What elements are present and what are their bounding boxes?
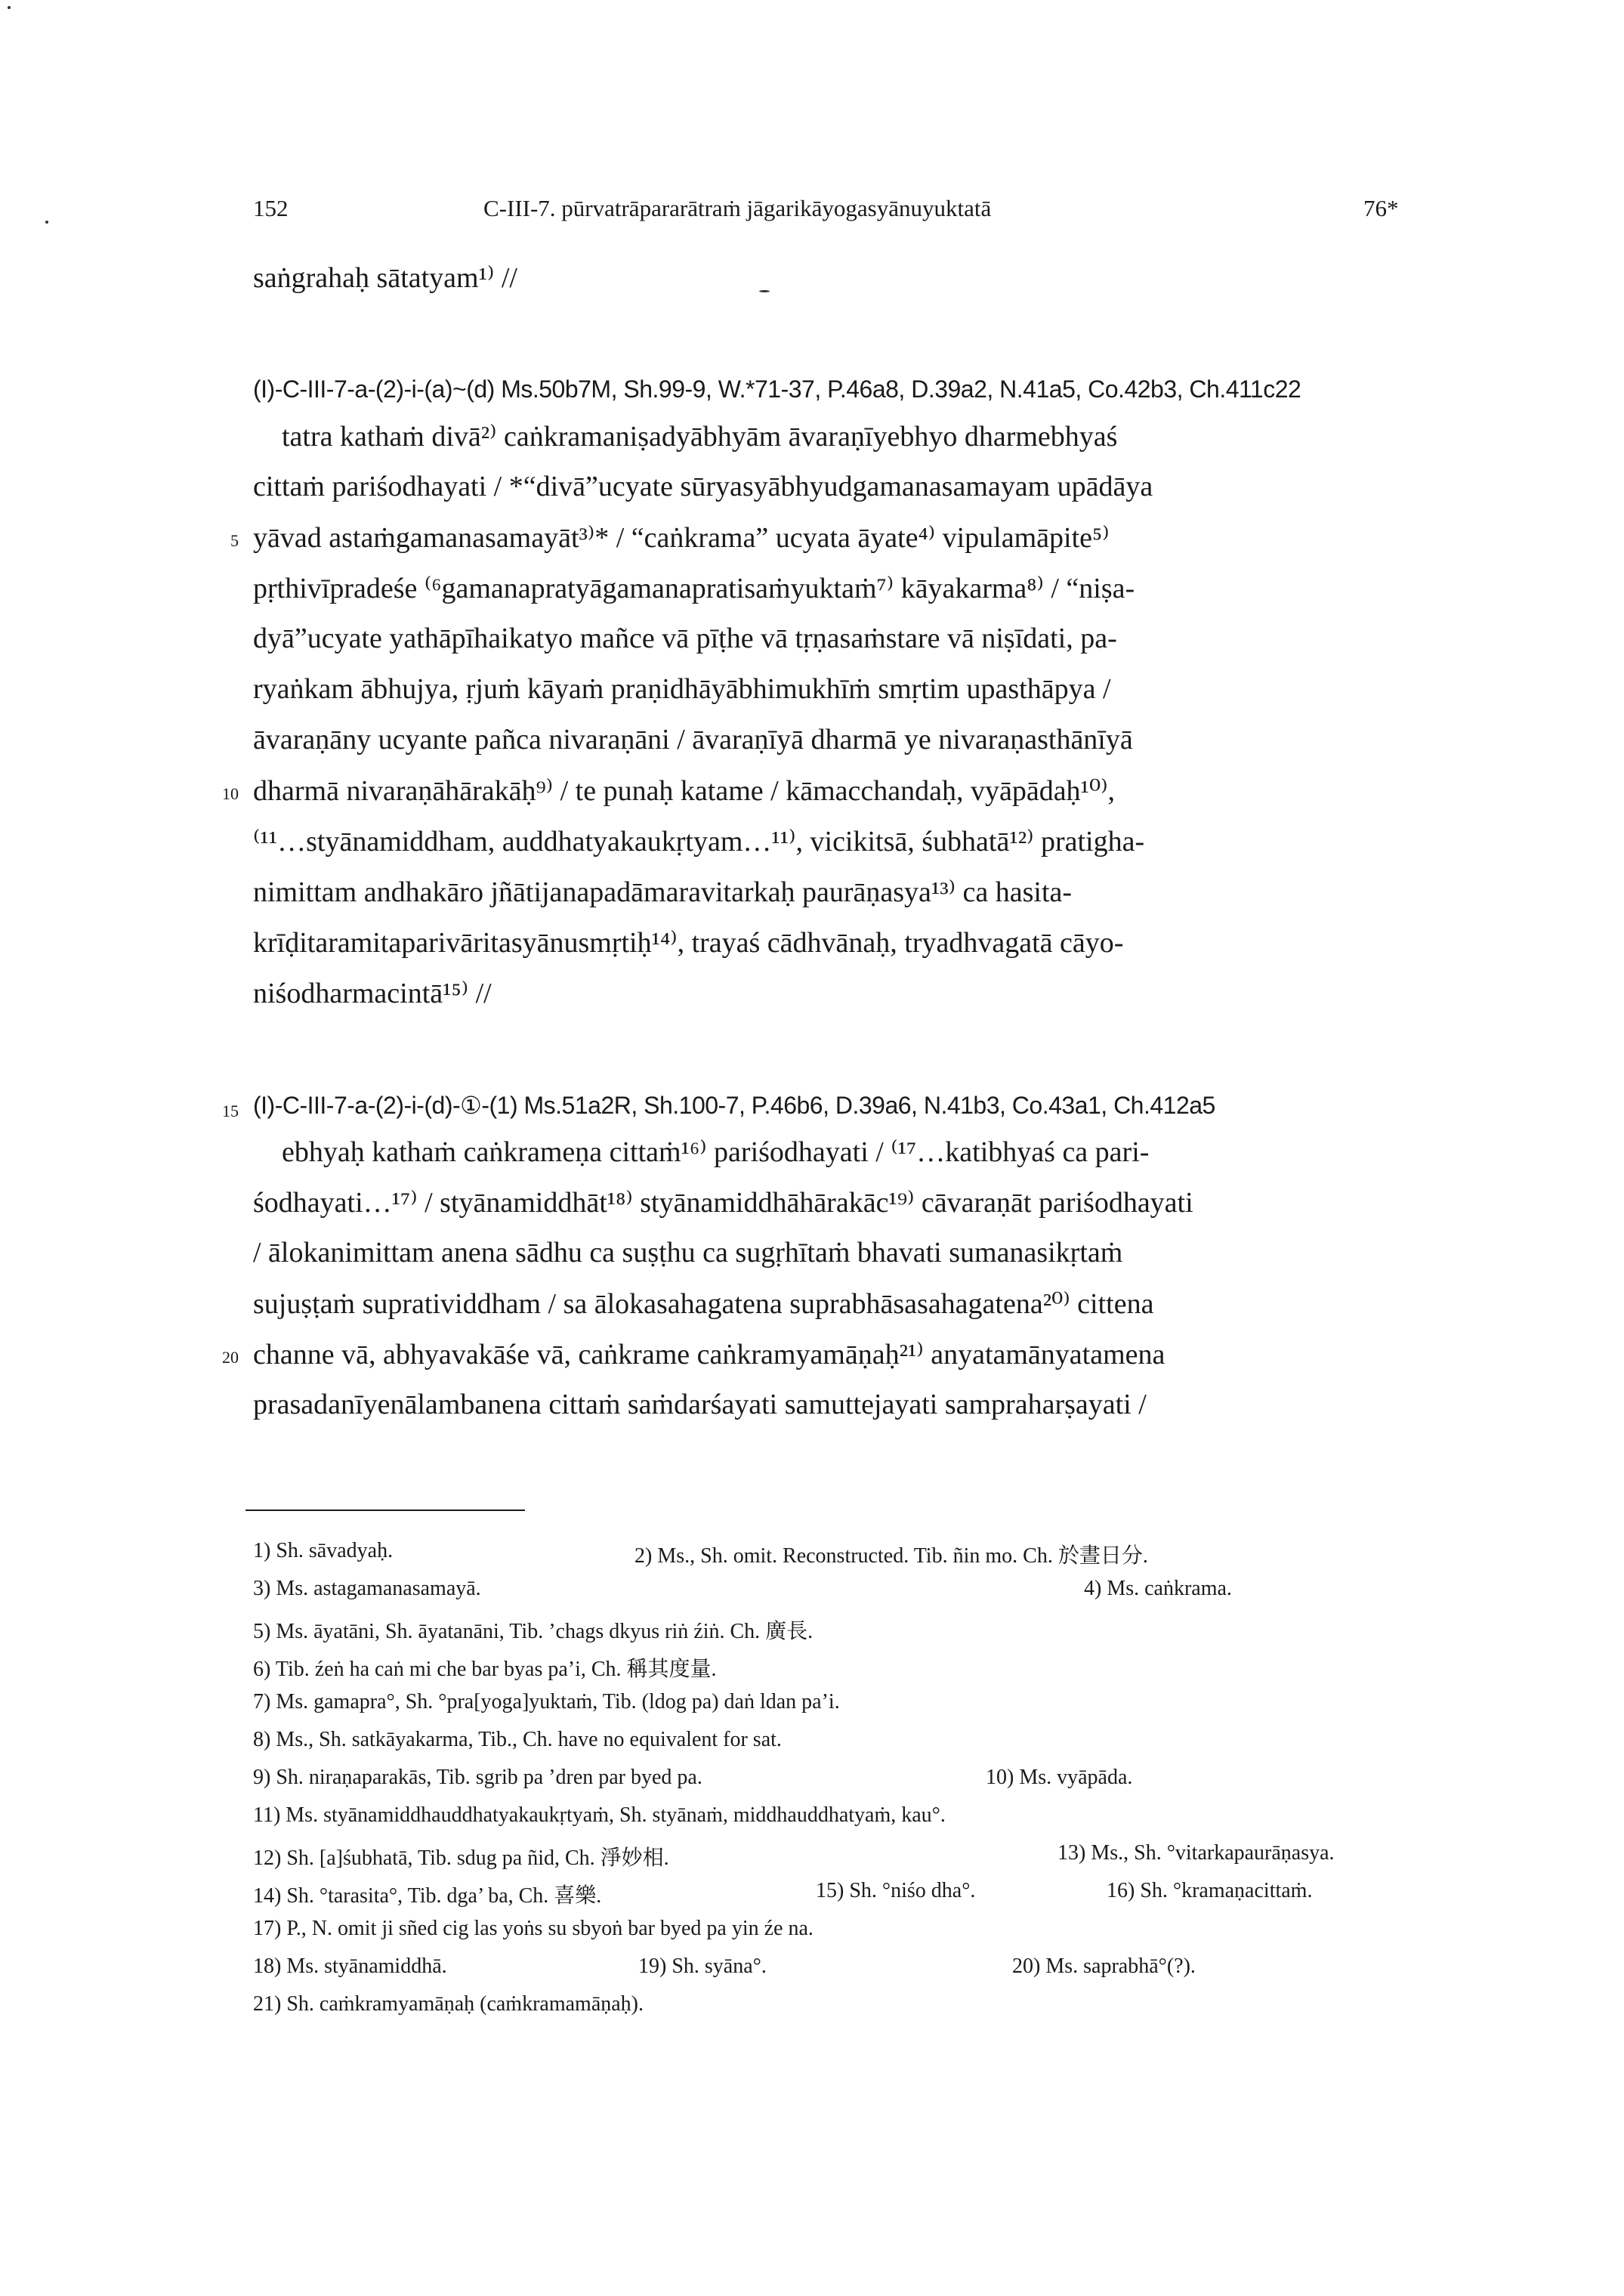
text-line: ryaṅkam ābhujya, ṛjuṁ kāyaṁ praṇidhāyābhimukhīṁ smṛtim upasthāpya /: [253, 673, 1111, 705]
footnote: 10) Ms. vyāpāda.: [986, 1766, 1133, 1789]
text-line: cittaṁ pariśodhayati / *“divā”ucyate sūryasyābhyudgamanasamayam upādāya: [253, 471, 1153, 502]
footnote: 14) Sh. °tarasita°, Tib. dga’ ba, Ch. 喜樂.: [253, 1884, 602, 1908]
footnote: 18) Ms. styānamiddhā.: [253, 1955, 447, 1978]
scan-mark: [759, 290, 770, 292]
footnote: 1) Sh. sāvadyaḥ.: [253, 1539, 394, 1562]
text-line: dyā”ucyate yathāpīhaikatyo mañce vā pīṭhe vā tṛṇasaṁstare vā niṣīdati, pa-: [253, 623, 1117, 654]
section-marker: 76*: [1363, 195, 1399, 221]
footnote: 4) Ms. caṅkrama.: [1084, 1577, 1232, 1600]
footnote: 11) Ms. styānamiddhauddhatyakaukṛtyaṁ, Sh. styānaṁ, middhauddhatyaṁ, kau°.: [253, 1803, 946, 1827]
footnote: 16) Sh. °kramaṇacittaṁ.: [1107, 1879, 1313, 1902]
footnote: 13) Ms., Sh. °vitarkapaurāṇasya.: [1057, 1841, 1335, 1865]
line-number: 20: [222, 1348, 239, 1367]
text-line: channe vā, abhyavakāśe vā, caṅkrame caṅkramyamāṇaḥ²¹⁾ anyatamānyatamena: [253, 1339, 1166, 1370]
reference-line-2: (I)-C-III-7-a-(2)-i-(d)-①-(1) Ms.51a2R, Sh.100-7, P.46b6, D.39a6, N.41b3, Co.43a1, Ch.412a5: [253, 1092, 1215, 1119]
text-line: niśodharmacintā¹⁵⁾ //: [253, 978, 492, 1009]
footnote: 12) Sh. [a]śubhatā, Tib. sdug pa ñid, Ch. 淨妙相.: [253, 1846, 669, 1870]
footnote: 19) Sh. syāna°.: [638, 1955, 767, 1978]
text-line: / ālokanimittam anena sādhu ca suṣṭhu ca sugṛhītaṁ bhavati sumanasikṛtaṁ: [253, 1237, 1123, 1269]
footnote: 15) Sh. °niśo dha°.: [816, 1879, 976, 1902]
footnote: 7) Ms. gamapra°, Sh. °pra[yoga]yuktaṁ, Tib. (ldog pa) daṅ ldan pa’i.: [253, 1690, 840, 1714]
footnote: 2) Ms., Sh. omit. Reconstructed. Tib. ñin mo. Ch. 於晝日分.: [634, 1544, 1148, 1568]
running-title: C-III-7. pūrvatrāpararātraṁ jāgarikāyogasyānuyuktatā: [483, 195, 992, 221]
footnote: 5) Ms. āyatāni, Sh. āyatanāni, Tib. ’chags dkyus riṅ źiṅ. Ch. 廣長.: [253, 1620, 814, 1643]
footnote-rule: [245, 1510, 525, 1511]
line-number: 5: [230, 531, 239, 550]
footnote: 20) Ms. saprabhā°(?).: [1012, 1955, 1196, 1978]
text-line: yāvad astaṁgamanasamayāt³⁾* / “caṅkrama” ucyata āyate⁴⁾ vipulamāpite⁵⁾: [253, 522, 1110, 554]
text-line: ⁽¹¹…styānamiddham, auddhatyakaukṛtyam…¹¹⁾, vicikitsā, śubhatā¹²⁾ pratigha-: [253, 826, 1145, 858]
text-line: ebhyaḥ kathaṁ caṅkrameṇa cittaṁ¹⁶⁾ pariśodhayati / ⁽¹⁷…katibhyaś ca pari-: [282, 1136, 1150, 1168]
footnote: 8) Ms., Sh. satkāyakarma, Tib., Ch. have no equivalent for sat.: [253, 1728, 782, 1751]
footnote: 6) Tib. źeṅ ha caṅ mi che bar byas pa’i, Ch. 稱其度量.: [253, 1658, 717, 1681]
line-number: 10: [222, 784, 239, 803]
footnote: 21) Sh. caṁkramyamāṇaḥ (caṁkramamāṇaḥ).: [253, 1992, 644, 2016]
line-number: 15: [222, 1102, 239, 1120]
scan-mark: [45, 221, 48, 224]
scan-mark: [8, 6, 11, 9]
text-line: pṛthivīpradeśe ⁽⁶gamanapratyāgamanapratisaṁyuktaṁ⁷⁾ kāyakarma⁸⁾ / “niṣa-: [253, 573, 1135, 604]
text-line: prasadanīyenālambanena cittaṁ saṁdarśayati samuttejayati sampraharṣayati /: [253, 1389, 1147, 1420]
carryover-line: saṅgrahaḥ sātatyam¹⁾ //: [253, 262, 517, 294]
footnote: 9) Sh. niraṇaparakās, Tib. sgrib pa ’dren par byed pa.: [253, 1766, 702, 1789]
text-line: nimittam andhakāro jñātijanapadāmaravitarkaḥ paurāṇasya¹³⁾ ca hasita-: [253, 876, 1073, 908]
footnote: 3) Ms. astagamanasamayā.: [253, 1577, 481, 1600]
reference-line-1: (I)-C-III-7-a-(2)-i-(a)~(d) Ms.50b7M, Sh.99-9, W.*71-37, P.46a8, D.39a2, N.41a5, Co.42b3, Ch.411c22: [253, 375, 1301, 403]
text-line: sujuṣṭaṁ supratividdham / sa ālokasahagatena suprabhāsasahagatena²⁰⁾ cittena: [253, 1288, 1154, 1320]
text-line: krīḍitaramitaparivāritasyānusmṛtiḥ¹⁴⁾, trayaś cādhvānaḥ, tryadhvagatā cāyo-: [253, 927, 1124, 959]
text-line: śodhayati…¹⁷⁾ / styānamiddhāt¹⁸⁾ styānamiddhāhārakāc¹⁹⁾ cāvaraṇāt pariśodhayati: [253, 1187, 1193, 1219]
page-number: 152: [253, 195, 289, 221]
text-line: dharmā nivaraṇāhārakāḥ⁹⁾ / te punaḥ katame / kāmacchandaḥ, vyāpādaḥ¹⁰⁾,: [253, 775, 1116, 807]
text-line: tatra kathaṁ divā²⁾ caṅkramaniṣadyābhyām āvaraṇīyebhyo dharmebhyaś: [282, 421, 1118, 453]
footnote: 17) P., N. omit ji sñed cig las yoṅs su sbyoṅ bar byed pa yin źe na.: [253, 1917, 814, 1940]
text-line: āvaraṇāny ucyante pañca nivaraṇāni / āvaraṇīyā dharmā ye nivaraṇasthānīyā: [253, 724, 1133, 756]
